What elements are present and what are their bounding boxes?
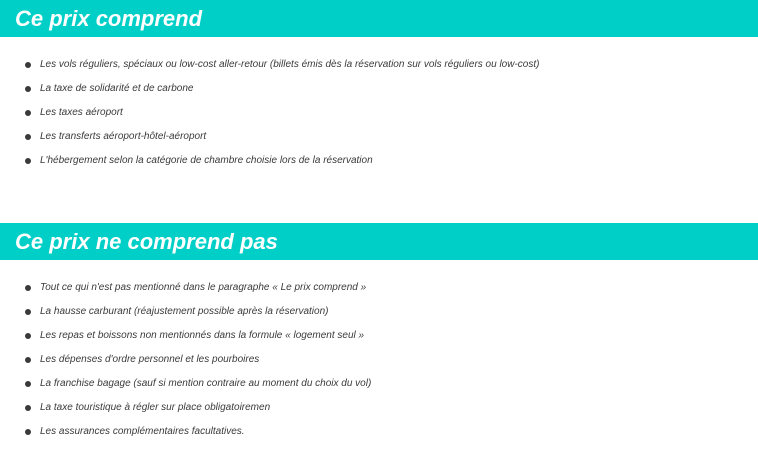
list-item (0, 276, 758, 300)
bullet-icon (25, 333, 31, 339)
bullet-icon (25, 357, 31, 363)
bullet-icon (25, 110, 31, 116)
list-item-text: Les dépenses d'ordre personnel et les pourboires (40, 354, 260, 365)
list-item (0, 324, 758, 348)
list-item-text: Les repas et boissons non mentionnés dans la formule « logement seul » (40, 330, 365, 341)
list-item-text: Les vols réguliers, spéciaux ou low-cost aller-retour (billets émis dès la réservation sur vols réguliers ou low-cost) (40, 59, 540, 70)
list-item-text: L'hébergement selon la catégorie de chambre choisie lors de la réservation (40, 155, 373, 166)
list-item (0, 396, 758, 420)
list-item (0, 149, 758, 173)
bullet-icon (25, 158, 31, 164)
list-item-text: Les transferts aéroport-hôtel-aéroport (40, 131, 207, 142)
list-item (0, 77, 758, 101)
bullet-icon (25, 405, 31, 411)
bullet-icon (25, 62, 31, 68)
bullet-icon (25, 134, 31, 140)
bullet-icon (25, 309, 31, 315)
list-item-text: La taxe de solidarité et de carbone (40, 83, 194, 94)
list-item-text: Les taxes aéroport (40, 107, 123, 118)
bullet-icon (25, 429, 31, 435)
list-item-text: La hausse carburant (réajustement possible après la réservation) (40, 306, 329, 317)
list-item-text: La franchise bagage (sauf si mention contraire au moment du choix du vol) (40, 378, 372, 389)
bullet-icon (25, 381, 31, 387)
price-includes-list (0, 53, 758, 173)
list-item-text: Tout ce qui n'est pas mentionné dans le paragraphe « Le prix comprend » (40, 282, 367, 293)
list-item-text: Les assurances complémentaires facultatives. (40, 426, 245, 437)
bullet-icon (25, 86, 31, 92)
list-item (0, 53, 758, 77)
list-item (0, 372, 758, 396)
list-item-text: La taxe touristique à régler sur place obligatoiremen (40, 402, 271, 413)
section-title-price-includes: Ce prix comprend (0, 0, 758, 37)
list-item (0, 420, 758, 444)
list-item (0, 348, 758, 372)
bullet-icon (25, 285, 31, 291)
list-item (0, 125, 758, 149)
section-title-price-excludes: Ce prix ne comprend pas (0, 223, 758, 260)
list-item (0, 101, 758, 125)
price-excludes-list (0, 276, 758, 444)
list-item (0, 300, 758, 324)
